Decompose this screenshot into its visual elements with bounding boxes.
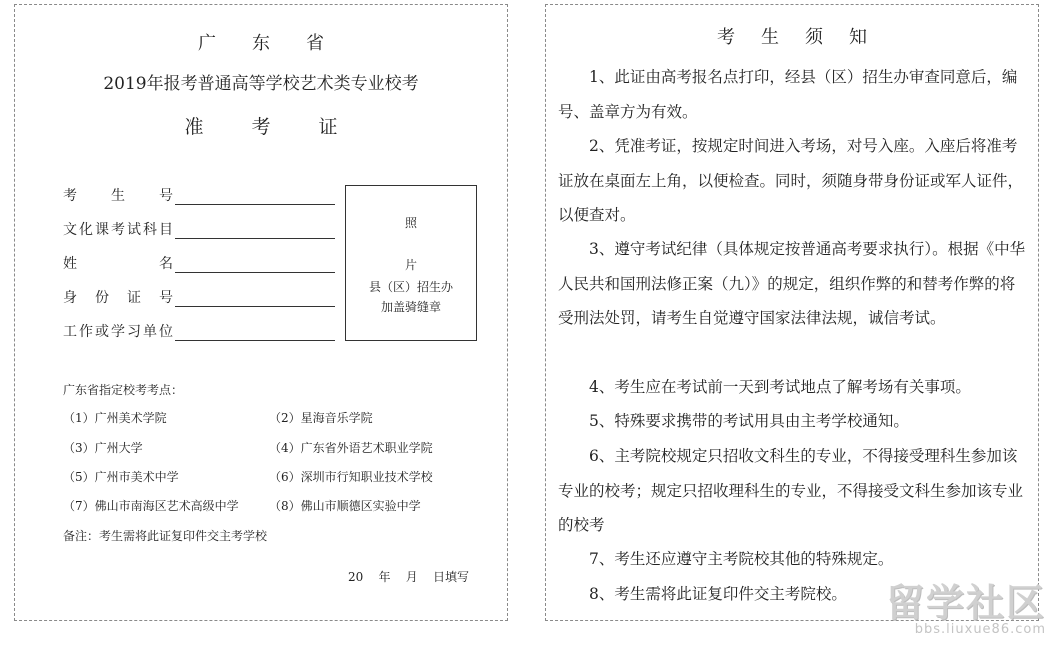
fill-line [175,186,335,205]
site-item: （4）广东省外语艺术职业学院 [269,441,433,455]
sites-heading: 广东省指定校考考点： [63,383,184,397]
remark-note: 备注：考生需将此证复印件交主考学校 [63,529,268,543]
field-candidate-number [63,183,335,205]
field-label: 身 份 证 号 [63,290,173,306]
date-fill-line: 20 年 月 日填写 [348,570,470,584]
site-item: （7）佛山市南海区艺术高级中学 [63,499,239,513]
site-item: （6）深圳市行知职业技术学校 [269,470,433,484]
watermark-url: bbs.liuxue86.com [914,622,1046,637]
instruction-item: 3、遵守考试纪律（具体规定按普通高考要求执行）。根据《中华人民共和国刑法修正案（九）》的规定，组织作弊的和替考作弊的将受刑法处罚，请考生自觉遵守国家法律法规，诚信考试。 [558,240,1026,327]
province-heading: 广东省 [198,33,360,54]
admission-ticket-panel [14,4,508,621]
site-item: （2）星海音乐学院 [269,411,373,425]
watermark-logo-text: 留学社区 [885,581,1046,625]
instruction-item: 2、凭准考证，按规定时间进入考场，对号入座。入座后将准考证放在桌面左上角，以便检查。同时，须随身带身份证或军人证件，以便查对。 [558,137,1024,224]
instruction-item: 4、考生应在考试前一天到考试地点了解考场有关事项。 [589,378,971,396]
instruction-item: 8、考生需将此证复印件交主考院校。 [589,585,847,603]
photo-word-1: 照 [404,216,417,230]
instructions-panel [545,4,1039,621]
fill-line [175,322,335,341]
site-watermark [885,581,1046,637]
field-work-unit [63,319,335,341]
field-label: 文 化 课 考 试 科 目 [63,222,173,238]
instruction-item: 6、主考院校规定只招收文科生的专业，不得接受理科生参加该专业的校考；规定只招收理科生的专业，不得接受文科生参加该专业的校考 [558,447,1024,534]
site-item: （8）佛山市顺德区实验中学 [269,499,421,513]
photo-box [345,185,477,341]
fill-line [175,220,335,239]
field-name [63,251,335,273]
instructions-title: 考生须知 [717,27,893,48]
field-label: 考 生 号 [63,188,173,204]
exam-title: 2019年报考普通高等学校艺术类专业校考 [103,74,419,94]
instruction-item: 1、此证由高考报名点打印，经县（区）招生办审查同意后，编号、盖章方为有效。 [558,68,1018,121]
fill-line [175,288,335,307]
instruction-item: 7、考生还应遵守主考院校其他的特殊规定。 [589,550,894,568]
instruction-item: 5、特殊要求携带的考试用具由主考学校通知。 [589,412,909,430]
seal-note-line1: 县（区）招生办 [368,280,453,294]
seal-note-line2: 加盖骑缝章 [380,300,441,314]
field-id-number [63,285,335,307]
field-label: 姓 名 [63,256,173,272]
site-item: （5）广州市美术中学 [63,470,179,484]
field-label: 工 作 或 学 习 单 位 [63,324,173,340]
fill-line [175,254,335,273]
site-item: （3）广州大学 [63,441,143,455]
site-item: （1）广州美术学院 [63,411,167,425]
ticket-name: 准考证 [184,116,386,138]
photo-word-2: 片 [404,258,417,272]
field-culture-subjects [63,217,335,239]
